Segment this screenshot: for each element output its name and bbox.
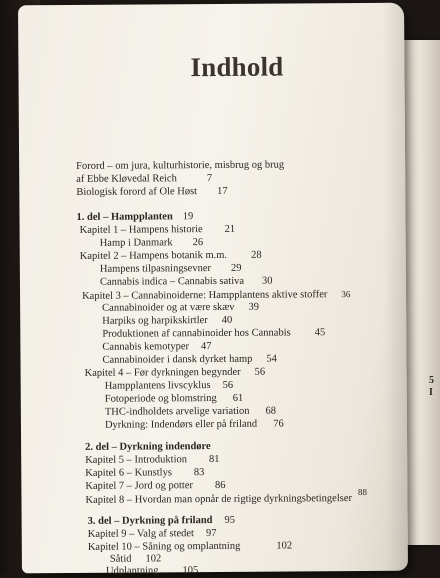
toc-part-1: 1. del – Hampplanten 19: [76, 211, 194, 223]
toc-section: Harpiks og harpikskirtler 40: [102, 314, 233, 327]
toc-entry-foreword-author: af Ebbe Kløvedal Reich 7: [76, 173, 213, 185]
toc-section: Hamp i Danmark 26: [99, 237, 204, 249]
toc-chapter-2: Kapitel 2 – Hampens botanik m.m. 28: [79, 249, 262, 262]
toc-chapter-4: Kapitel 4 – Før dyrkningen begynder 56: [84, 366, 266, 379]
toc-section: THC-indholdets arvelige variation 68: [104, 405, 277, 418]
toc-section: Hampens tilpasningsevner 29: [99, 262, 242, 275]
toc-section: Fotoperiode og blomstring 61: [104, 392, 244, 405]
toc-entry-bio-foreword: Biologisk forord af Ole Høst 17: [76, 185, 228, 198]
toc-section: Produktionen af cannabinoider hos Cannabis 45: [102, 327, 326, 340]
toc-section: Cannabis kemotyper 47: [102, 341, 212, 353]
toc-chapter-8: Kapitel 8 – Hvordan man opnår de rigtige dyrkningsbetingelser88: [85, 486, 367, 506]
toc-section: Dyrkning: Indendørs eller på friland 76: [104, 418, 284, 431]
toc-section: Cannabis indica – Cannabis sativa 30: [99, 275, 273, 288]
toc-section: Såtid 102: [109, 553, 162, 565]
page-title: Indhold: [190, 51, 284, 83]
toc-section: Cannabinoider og at være skæv 39: [102, 301, 260, 314]
toc-chapter-1: Kapitel 1 – Hampens historie 21: [79, 223, 236, 236]
toc-chapter-9: Kapitel 9 – Valg af stedet 97: [87, 527, 217, 540]
toc-chapter-5: Kapitel 5 – Introduktion 81: [85, 453, 220, 466]
toc-chapter-6: Kapitel 6 – Kunstlys 83: [85, 467, 205, 479]
toc-part-2: 2. del – Dyrkning indendøre: [85, 441, 211, 453]
toc-section: Hampplantens livscyklus 56: [104, 379, 234, 392]
toc-chapter-10: Kapitel 10 – Såning og omplantning 102: [87, 540, 293, 553]
next-page-peek-2: I: [429, 387, 433, 398]
next-page-peek-1: 5: [429, 375, 434, 386]
toc-chapter-7: Kapitel 7 – Jord og potter 86: [85, 479, 226, 492]
toc-part-3: 3. del – Dyrkning på friland 95: [87, 514, 236, 527]
toc-entry-foreword: Forord – om jura, kulturhistorie, misbrug og brug: [76, 159, 285, 172]
toc-section: Udplantning 105: [105, 565, 199, 577]
toc-section: Cannabinoider i dansk dyrket hamp 54: [102, 353, 277, 366]
book-page: [18, 3, 408, 577]
toc-chapter-3: Kapitel 3 – Cannabinoiderne: Hampplantens aktive stoffer 36: [82, 289, 351, 302]
